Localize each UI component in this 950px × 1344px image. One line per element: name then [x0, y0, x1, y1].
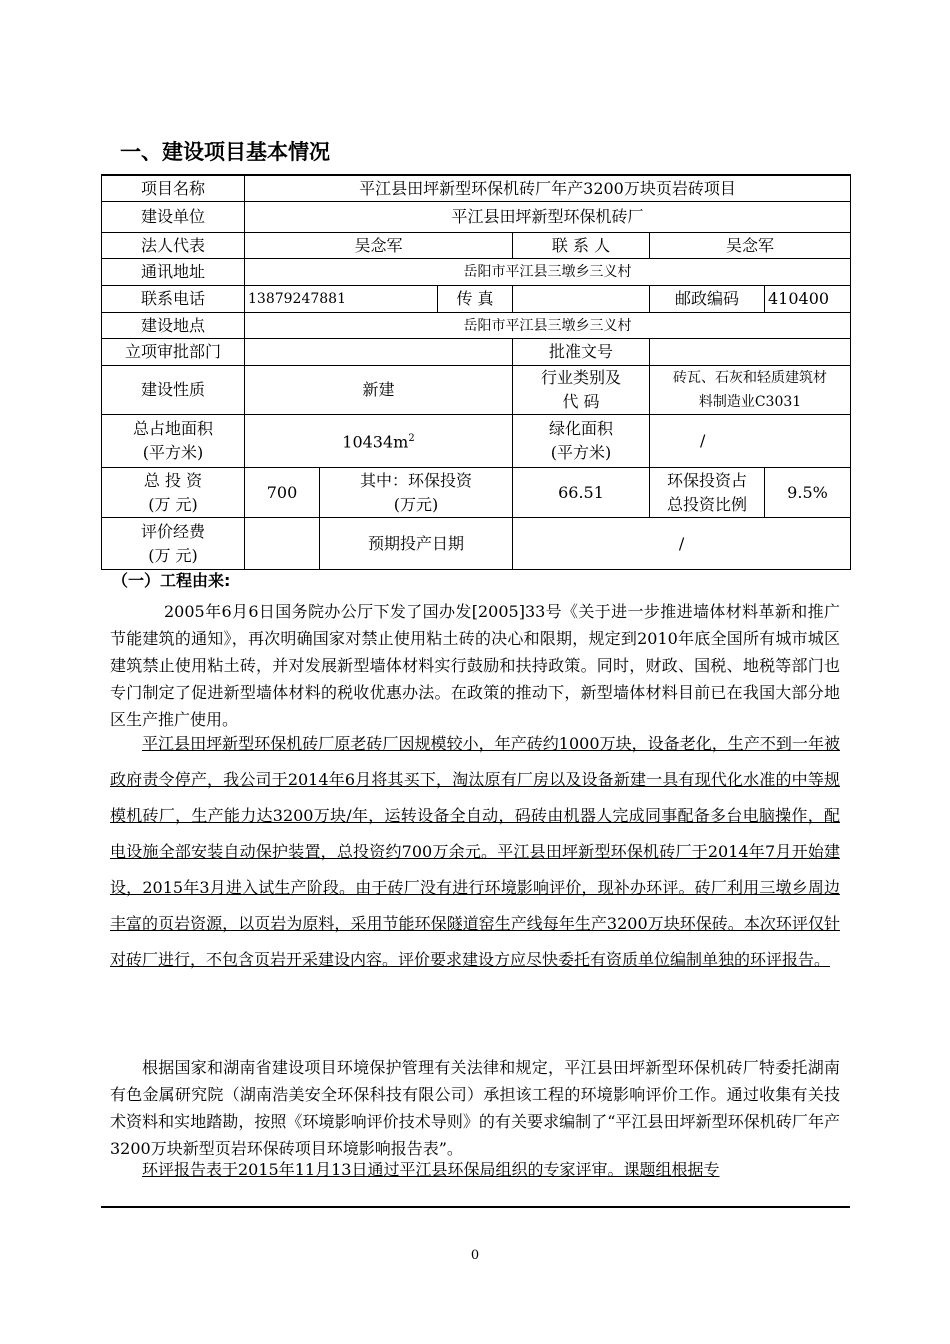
- postcode-label: 邮政编码: [650, 286, 765, 313]
- address-label: 通讯地址: [102, 259, 245, 286]
- env-ratio-label: 环保投资占 总投资比例: [650, 468, 765, 518]
- footer-rule: [101, 1206, 850, 1208]
- paragraph-commission: 根据国家和湖南省建设项目环境保护管理有关法律和规定，平江县田坪新型环保机砖厂特委托湖南有色金属研究院（湖南浩美安全环保科技有限公司）承担该工程的环境影响评价工作。通过收集有关技术资料和实地踏勘，按照《环境影响评价技术导则》的有关要求编制了“平江县田坪新型环保机砖厂年产3200万块新型页岩环保砖项目环境影响报告表”。: [110, 1058, 840, 1158]
- approval-no-value: [650, 339, 851, 366]
- area-label: 总占地面积 (平方米): [102, 415, 245, 468]
- env-investment-value: 66.51: [513, 468, 650, 518]
- nature-value: 新建: [245, 366, 513, 415]
- fax-value: [513, 286, 650, 313]
- approval-dept-value: [245, 339, 513, 366]
- site-label: 建设地点: [102, 313, 245, 339]
- paragraph-policy-background: 2005年6月6日国务院办公厅下发了国办发[2005]33号《关于进一步推进墙体材料革新和推广节能建筑的通知》，再次明确国家对禁止使用粘土砖的决心和限期，规定到2010年底全国所有城市城区建筑禁止使用粘土砖，并对发展新型墙体材料实行鼓励和扶持政策。同时，财政、国税、地税等部门也专门制定了促进新型墙体材料的税收优惠办法。在政策的推动下，新型墙体材料目前已在我国大部分地区生产推广使用。: [110, 602, 840, 729]
- site-value: 岳阳市平江县三墩乡三义村: [245, 313, 851, 339]
- paragraph-project-history: 平江县田坪新型环保机砖厂原老砖厂因规模较小，年产砖约1000万块，设备老化，生产不到一年被政府责令停产，我公司于2014年6月将其买下，淘汰原有厂房以及设备新建一具有现代化水准的中等规模机砖厂，生产能力达3200万块/年，运转设备全自动，码砖由机器人完成同事配备多台电脑操作，配电设施全部安装自动保护装置，总投资约700万余元。平江县田坪新型环保机砖厂于2014年7月开始建设，2015年3月进入试生产阶段。由于砖厂没有进行环境影响评价，现补办环评。砖厂利用三墩乡周边丰富的页岩资源，以页岩为原料，采用节能环保隧道窑生产线每年生产3200万块环保砖。本次环评仅针对砖厂进行，不包含页岩开采建设内容。评价要求建设方应尽快委托有资质单位编制单独的环评报告。: [110, 734, 840, 969]
- section-title: 一、建设项目基本情况: [120, 140, 330, 164]
- address-value: 岳阳市平江县三墩乡三义村: [245, 259, 851, 286]
- fax-label: 传 真: [438, 286, 513, 313]
- area-value: $10434m^2$: [245, 415, 513, 468]
- env-investment-label: 其中：环保投资 (万元): [320, 468, 513, 518]
- project-name-value: 平江县田坪新型环保机砖厂年产3200万块页岩砖项目: [245, 175, 851, 202]
- builder-value: 平江县田坪新型环保机砖厂: [245, 202, 851, 233]
- env-ratio-value: 9.5%: [765, 468, 851, 518]
- phone-value: 13879247881: [245, 286, 438, 313]
- contact-value: 吴念军: [650, 233, 851, 259]
- investment-value: 700: [245, 468, 320, 518]
- project-name-label: 项目名称: [102, 175, 245, 202]
- eval-fee-value: [245, 518, 320, 570]
- phone-label: 联系电话: [102, 286, 245, 313]
- investment-label: 总 投 资 (万 元): [102, 468, 245, 518]
- green-area-label: 绿化面积 (平方米): [513, 415, 650, 468]
- green-area-value: /: [650, 415, 851, 468]
- start-date-label: 预期投产日期: [320, 518, 513, 570]
- page-number: 0: [470, 1248, 480, 1263]
- legal-rep-value: 吴念军: [245, 233, 513, 259]
- legal-rep-label: 法人代表: [102, 233, 245, 259]
- approval-dept-label: 立项审批部门: [102, 339, 245, 366]
- industry-value: 砖瓦、石灰和轻质建筑材 料制造业C3031: [650, 366, 851, 415]
- start-date-value: /: [513, 518, 851, 570]
- nature-label: 建设性质: [102, 366, 245, 415]
- builder-label: 建设单位: [102, 202, 245, 233]
- eval-fee-label: 评价经费 (万 元): [102, 518, 245, 570]
- postcode-value: 410400: [765, 286, 851, 313]
- approval-no-label: 批准文号: [513, 339, 650, 366]
- subsection-heading: （一）工程由来:: [112, 571, 231, 590]
- paragraph-review: 环评报告表于2015年11月13日通过平江县环保局组织的专家评审。课题组根据专: [142, 1160, 720, 1179]
- industry-label: 行业类别及 代 码: [513, 366, 650, 415]
- contact-label: 联 系 人: [513, 233, 650, 259]
- project-info-table: [101, 174, 851, 570]
